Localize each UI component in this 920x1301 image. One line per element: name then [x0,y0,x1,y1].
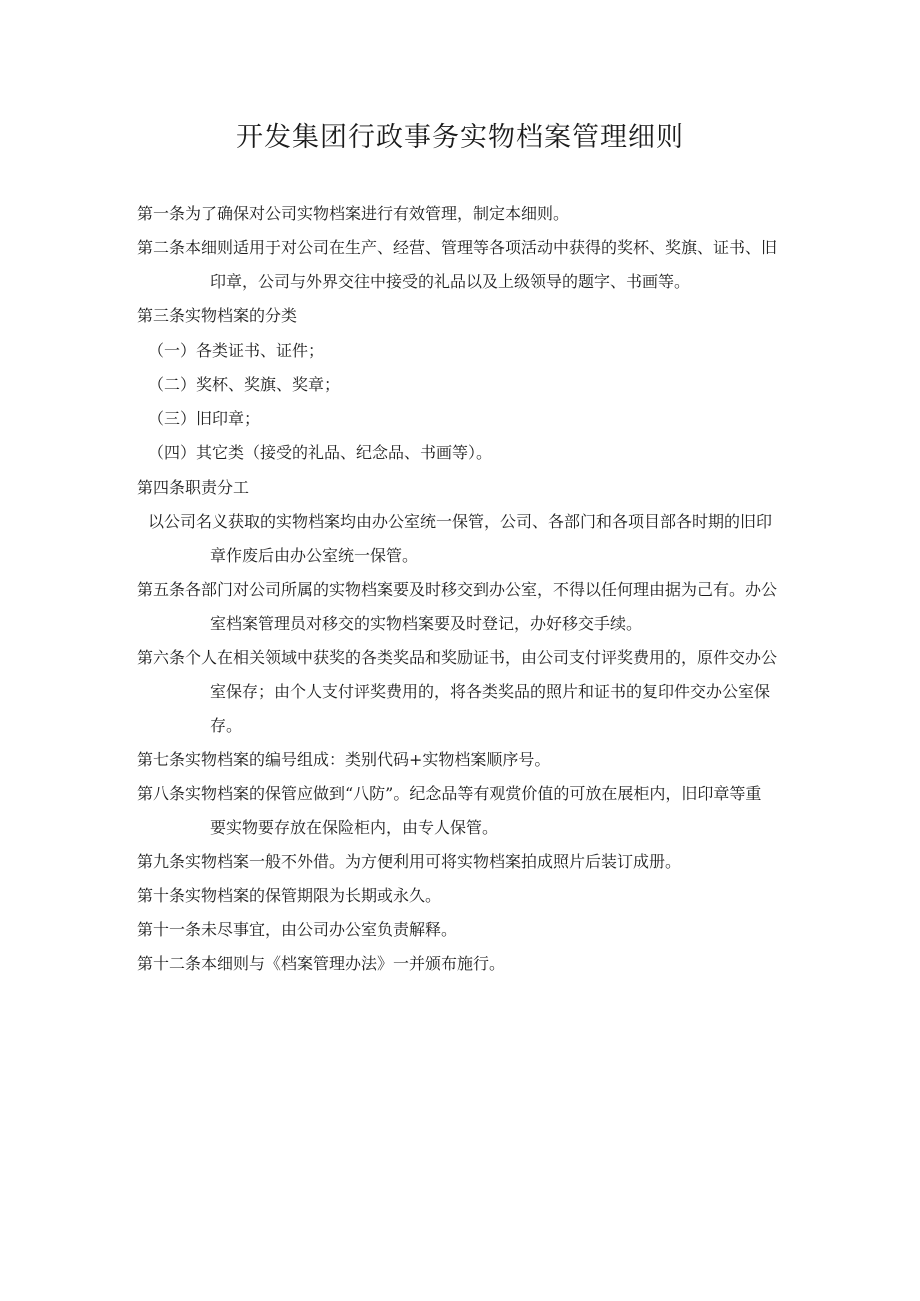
article-6-line-3: 存。 [210,716,243,735]
article-5-line-2: 室档案管理员对移交的实物档案要及时登记，办好移交手续。 [210,614,643,633]
article-6-line-1: 第六条个人在相关领域中获奖的各类奖品和奖励证书，由公司支付评奖费用的，原件交办公 [137,648,778,667]
article-10-line-1: 第十条实物档案的保管期限为长期或永久。 [137,886,442,905]
document-title: 开发集团行政事务实物档案管理细则 [236,122,684,153]
article-3-heading: 第三条实物档案的分类 [137,306,298,325]
article-8-line-2: 要实物要存放在保险柜内，由专人保管。 [210,818,499,837]
article-8-line-1: 第八条实物档案的保管应做到“八防”。纪念品等有观赏价值的可放在展柜内，旧印章等重 [137,784,762,803]
article-3-item-4: （四）其它类（接受的礼品、纪念品、书画等）。 [148,443,493,462]
article-5-line-1: 第五条各部门对公司所属的实物档案要及时移交到办公室，不得以任何理由据为己有。办公 [137,580,778,599]
article-2-line-1: 第二条本细则适用于对公司在生产、经营、管理等各项活动中获得的奖杯、奖旗、证书、旧 [137,238,778,257]
article-6-line-2: 室保存；由个人支付评奖费用的，将各类奖品的照片和证书的复印件交办公室保 [210,682,771,701]
article-4-heading: 第四条职责分工 [137,478,250,497]
article-2-line-2: 印章，公司与外界交往中接受的礼品以及上级领导的题字、书画等。 [210,272,691,291]
article-3-item-1: （一）各类证书、证件； [148,341,325,360]
article-3-item-3: （三）旧印章； [148,409,261,428]
article-4-body-line-1: 以公司名义获取的实物档案均由办公室统一保管，公司、各部门和各项目部各时期的旧印 [148,512,773,531]
article-7-line-1: 第七条实物档案的编号组成：类别代码+实物档案顺序号。 [137,750,551,769]
article-3-item-2: （二）奖杯、奖旗、奖章； [148,375,341,394]
article-11-line-1: 第十一条未尽事宜，由公司办公室负责解释。 [137,920,458,939]
article-1-line-1: 第一条为了确保对公司实物档案进行有效管理，制定本细则。 [137,204,570,223]
article-4-body-line-2: 章作废后由办公室统一保管。 [210,546,419,565]
article-9-line-1: 第九条实物档案一般不外借。为方便利用可将实物档案拍成照片后装订成册。 [137,852,682,871]
article-12-line-1: 第十二条本细则与《档案管理办法》一并颁布施行。 [137,954,506,973]
